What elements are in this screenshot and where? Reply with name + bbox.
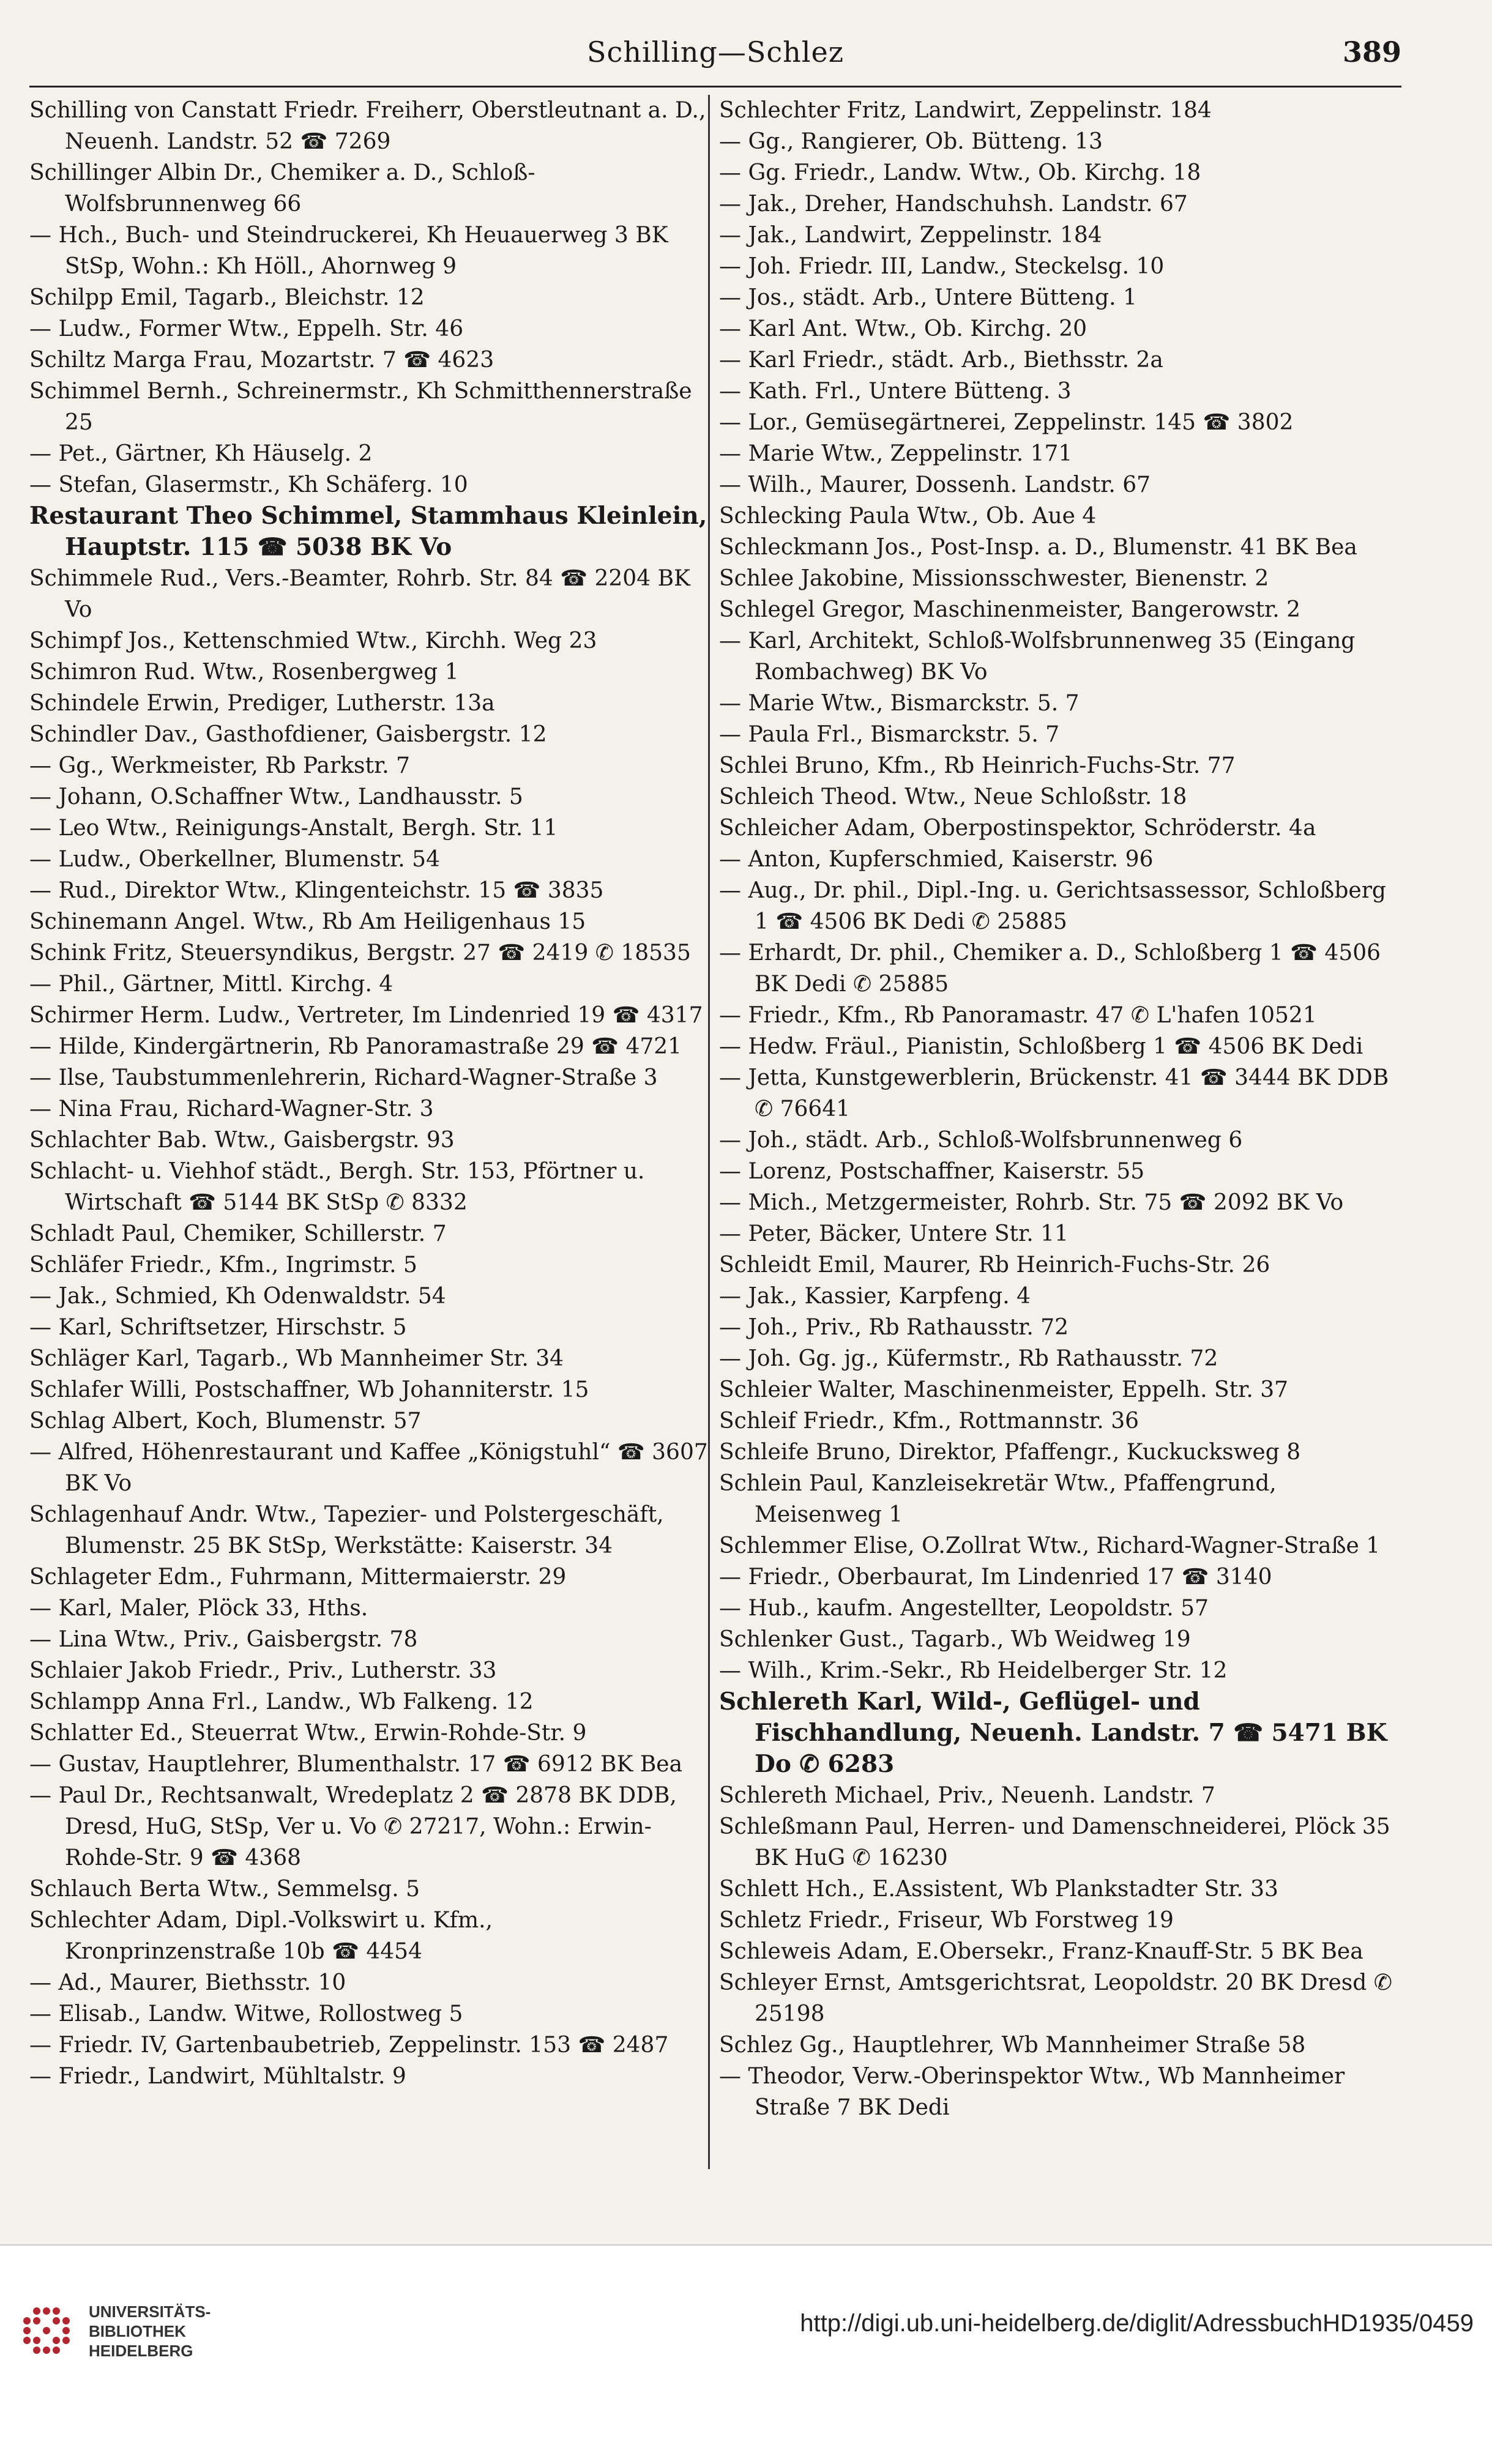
logo-dot: [33, 2307, 40, 2315]
directory-entry: Schleif Friedr., Kfm., Rottmannstr. 36: [719, 1409, 1140, 1434]
logo-dot: [53, 2347, 60, 2354]
directory-entry: — Marie Wtw., Bismarckstr. 5. 7: [719, 691, 1080, 716]
logo-dot: [23, 2337, 31, 2344]
left-column: [29, 95, 709, 2092]
directory-entry: Schlechter Adam, Dipl.-Volkswirt u. Kfm., Kronprinzenstraße 10b ☎ 4454: [29, 1908, 493, 1964]
footer: [0, 2244, 1492, 2464]
directory-entry: — Gg., Werkmeister, Rb Parkstr. 7: [29, 753, 410, 778]
directory-entry: — Peter, Bäcker, Untere Str. 11: [719, 1221, 1069, 1246]
logo-dot: [43, 2307, 50, 2315]
directory-entry: — Kath. Frl., Untere Bütteng. 3: [719, 379, 1072, 404]
directory-entry: Schlenker Gust., Tagarb., Wb Weidweg 19: [719, 1627, 1191, 1652]
directory-entry: Schlei Bruno, Kfm., Rb Heinrich-Fuchs-Str. 77: [719, 753, 1236, 778]
directory-entry: — Aug., Dr. phil., Dipl.-Ing. u. Gerichtsassessor, Schloßberg 1 ☎ 4506 BK Dedi ✆ 25885: [719, 878, 1386, 934]
directory-entry: — Paula Frl., Bismarckstr. 5. 7: [719, 722, 1060, 747]
header-rule: [29, 86, 1401, 87]
page-title: Schilling—Schlez: [587, 35, 844, 69]
logo-dot: [62, 2327, 70, 2334]
directory-entry: Schlegel Gregor, Maschinenmeister, Bangerowstr. 2: [719, 597, 1301, 622]
logo-dot: [33, 2347, 40, 2354]
directory-entry: — Jos., städt. Arb., Untere Bütteng. 1: [719, 285, 1137, 310]
logo-dot: [53, 2307, 60, 2315]
directory-entry: — Friedr., Landwirt, Mühltalstr. 9: [29, 2064, 406, 2089]
library-logo-text: [89, 2302, 211, 2361]
directory-entry: — Paul Dr., Rechtsanwalt, Wredeplatz 2 ☎ 2878 BK DDB, Dresd, HuG, StSp, Ver u. Vo ✆ 27217, Wohn.: Erwin-Rohde-Str. 9 ☎ 4368: [29, 1783, 677, 1870]
directory-entry: Schleife Bruno, Direktor, Pfaffengr., Kuckucksweg 8: [719, 1440, 1301, 1465]
column-divider: [708, 95, 710, 2169]
directory-entry: Schlechter Fritz, Landwirt, Zeppelinstr. 184: [719, 98, 1212, 123]
directory-entry: — Jak., Schmied, Kh Odenwaldstr. 54: [29, 1284, 446, 1309]
directory-entry: Schindler Dav., Gasthofdiener, Gaisbergstr. 12: [29, 722, 547, 747]
directory-entry: Schlein Paul, Kanzleisekretär Wtw., Pfaffengrund, Meisenweg 1: [719, 1471, 1277, 1527]
directory-entry: — Ad., Maurer, Biethsstr. 10: [29, 1970, 346, 1995]
directory-entry: Schlereth Michael, Priv., Neuenh. Landstr. 7: [719, 1783, 1215, 1808]
directory-entry: — Ilse, Taubstummenlehrerin, Richard-Wagner-Straße 3: [29, 1065, 658, 1090]
directory-entry: Schlageter Edm., Fuhrmann, Mittermaierstr. 29: [29, 1565, 567, 1590]
logo-dot: [23, 2317, 31, 2324]
directory-entry: — Karl Friedr., städt. Arb., Biethsstr. 2a: [719, 348, 1163, 373]
directory-entry: Schlett Hch., E.Assistent, Wb Plankstadter Str. 33: [719, 1877, 1278, 1902]
directory-entry: — Karl Ant. Wtw., Ob. Kirchg. 20: [719, 316, 1087, 341]
directory-entry: Schilling von Canstatt Friedr. Freiherr, Oberstleutnant a. D., Neuenh. Landstr. 52 ☎ 7269: [29, 98, 706, 154]
directory-entry: Restaurant Theo Schimmel, Stammhaus Kleinlein, Hauptstr. 115 ☎ 5038 BK Vo: [29, 502, 707, 561]
directory-entry: Schlafer Willi, Postschaffner, Wb Johanniterstr. 15: [29, 1377, 589, 1402]
directory-entry: — Rud., Direktor Wtw., Klingenteichstr. 15 ☎ 3835: [29, 878, 604, 903]
directory-entry: — Friedr., Kfm., Rb Panoramastr. 47 ✆ L'hafen 10521: [719, 1003, 1317, 1028]
directory-entry: — Jak., Dreher, Handschuhsh. Landstr. 67: [719, 192, 1188, 217]
directory-entry: — Friedr. IV, Gartenbaubetrieb, Zeppelinstr. 153 ☎ 2487: [29, 2033, 669, 2058]
directory-entry: Schlampp Anna Frl., Landw., Wb Falkeng. 12: [29, 1689, 534, 1714]
directory-entry: Schimmel Bernh., Schreinermstr., Kh Schmitthennerstraße 25: [29, 379, 692, 435]
directory-entry: — Karl, Maler, Plöck 33, Hths.: [29, 1596, 368, 1621]
logo-dot: [53, 2337, 60, 2344]
logo-dot: [23, 2327, 31, 2334]
directory-entry: Schletz Friedr., Friseur, Wb Forstweg 19: [719, 1908, 1174, 1933]
directory-entry: — Marie Wtw., Zeppelinstr. 171: [719, 441, 1073, 466]
directory-entry: — Gg. Friedr., Landw. Wtw., Ob. Kirchg. 18: [719, 160, 1201, 185]
library-logo-icon: [20, 2304, 75, 2359]
directory-entry: Schleidt Emil, Maurer, Rb Heinrich-Fuchs-Str. 26: [719, 1252, 1270, 1278]
directory-entry: — Joh., städt. Arb., Schloß-Wolfsbrunnenweg 6: [719, 1128, 1243, 1153]
directory-entry: Schilpp Emil, Tagarb., Bleichstr. 12: [29, 285, 425, 310]
right-column: [719, 95, 1398, 2123]
directory-entry: Schlemmer Elise, O.Zollrat Wtw., Richard-Wagner-Straße 1: [719, 1533, 1381, 1558]
directory-entry: Schimron Rud. Wtw., Rosenbergweg 1: [29, 660, 459, 685]
directory-entry: — Gg., Rangierer, Ob. Bütteng. 13: [719, 129, 1103, 154]
directory-entry: Schindele Erwin, Prediger, Lutherstr. 13a: [29, 691, 495, 716]
directory-entry: — Erhardt, Dr. phil., Chemiker a. D., Schloßberg 1 ☎ 4506 BK Dedi ✆ 25885: [719, 940, 1381, 997]
directory-entry: Schleckmann Jos., Post-Insp. a. D., Blumenstr. 41 BK Bea: [719, 535, 1357, 560]
directory-entry: — Friedr., Oberbaurat, Im Lindenried 17 ☎ 3140: [719, 1565, 1272, 1590]
directory-entry: Schleweis Adam, E.Obersekr., Franz-Knauff-Str. 5 BK Bea: [719, 1939, 1363, 1964]
logo-line: BIBLIOTHEK: [89, 2322, 186, 2340]
directory-entry: — Ludw., Former Wtw., Eppelh. Str. 46: [29, 316, 464, 341]
directory-entry: — Gustav, Hauptlehrer, Blumenthalstr. 17 ☎ 6912 BK Bea: [29, 1752, 683, 1777]
logo-dot: [43, 2327, 50, 2334]
directory-entry: — Leo Wtw., Reinigungs-Anstalt, Bergh. Str. 11: [29, 816, 558, 841]
directory-entry: Schiltz Marga Frau, Mozartstr. 7 ☎ 4623: [29, 348, 494, 373]
directory-entry: Schleßmann Paul, Herren- und Damenschneiderei, Plöck 35 BK HuG ✆ 16230: [719, 1814, 1390, 1870]
directory-entry: — Joh. Friedr. III, Landw., Steckelsg. 10: [719, 254, 1165, 279]
directory-entry: — Pet., Gärtner, Kh Häuselg. 2: [29, 441, 373, 466]
directory-entry: — Jak., Landwirt, Zeppelinstr. 184: [719, 223, 1102, 248]
directory-entry: Schlag Albert, Koch, Blumenstr. 57: [29, 1409, 422, 1434]
directory-entry: Schlereth Karl, Wild-, Geflügel- und Fischhandlung, Neuenh. Landstr. 7 ☎ 5471 BK Do ✆ 6283: [719, 1688, 1387, 1778]
directory-entry: — Karl, Architekt, Schloß-Wolfsbrunnenweg 35 (Eingang Rombachweg) BK Vo: [719, 628, 1356, 685]
directory-entry: — Karl, Schriftsetzer, Hirschstr. 5: [29, 1315, 407, 1340]
directory-entry: — Hch., Buch- und Steindruckerei, Kh Heuauerweg 3 BK StSp, Wohn.: Kh Höll., Ahornweg 9: [29, 223, 668, 279]
logo-line: HEIDELBERG: [89, 2342, 193, 2360]
directory-entry: — Joh., Priv., Rb Rathausstr. 72: [719, 1315, 1069, 1340]
directory-entry: Schillinger Albin Dr., Chemiker a. D., Schloß-Wolfsbrunnenweg 66: [29, 160, 535, 217]
directory-entry: — Johann, O.Schaffner Wtw., Landhausstr. 5: [29, 784, 523, 810]
directory-entry: — Phil., Gärtner, Mittl. Kirchg. 4: [29, 972, 394, 997]
directory-entry: — Jetta, Kunstgewerblerin, Brückenstr. 41 ☎ 3444 BK DDB ✆ 76641: [719, 1065, 1389, 1122]
directory-entry: — Lor., Gemüsegärtnerei, Zeppelinstr. 145 ☎ 3802: [719, 410, 1294, 435]
page-number: 389: [1342, 35, 1401, 69]
directory-entry: Schläfer Friedr., Kfm., Ingrimstr. 5: [29, 1252, 417, 1278]
logo-dot: [33, 2317, 40, 2324]
directory-entry: Schläger Karl, Tagarb., Wb Mannheimer Str. 34: [29, 1346, 564, 1371]
directory-entry: Schlez Gg., Hauptlehrer, Wb Mannheimer Straße 58: [719, 2033, 1306, 2058]
directory-entry: — Hub., kaufm. Angestellter, Leopoldstr. 57: [719, 1596, 1209, 1621]
directory-entry: Schleicher Adam, Oberpostinspektor, Schröderstr. 4a: [719, 816, 1316, 841]
directory-entry: — Lorenz, Postschaffner, Kaiserstr. 55: [719, 1159, 1145, 1184]
directory-entry: Schladt Paul, Chemiker, Schillerstr. 7: [29, 1221, 447, 1246]
directory-entry: Schinemann Angel. Wtw., Rb Am Heiligenhaus 15: [29, 909, 586, 934]
directory-entry: Schlagenhauf Andr. Wtw., Tapezier- und Polstergeschäft, Blumenstr. 25 BK StSp, Werkstätte: Kaiserstr. 34: [29, 1502, 664, 1558]
directory-entry: Schlee Jakobine, Missionsschwester, Bienenstr. 2: [719, 566, 1269, 591]
logo-dot: [43, 2347, 50, 2354]
directory-entry: — Jak., Kassier, Karpfeng. 4: [719, 1284, 1031, 1309]
directory-entry: Schlauch Berta Wtw., Semmelsg. 5: [29, 1877, 420, 1902]
directory-entry: — Mich., Metzgermeister, Rohrb. Str. 75 ☎ 2092 BK Vo: [719, 1190, 1344, 1215]
directory-entry: Schlacht- u. Viehhof städt., Bergh. Str. 153, Pförtner u. Wirtschaft ☎ 5144 BK StSp ✆ 8332: [29, 1159, 645, 1215]
directory-entry: Schleyer Ernst, Amtsgerichtsrat, Leopoldstr. 20 BK Dresd ✆ 25198: [719, 1970, 1392, 2027]
directory-entry: — Wilh., Krim.-Sekr., Rb Heidelberger Str. 12: [719, 1658, 1228, 1683]
logo-dot: [53, 2317, 60, 2324]
directory-entry: — Hedw. Fräul., Pianistin, Schloßberg 1 ☎ 4506 BK Dedi: [719, 1034, 1363, 1059]
directory-entry: — Anton, Kupferschmied, Kaiserstr. 96: [719, 847, 1154, 872]
directory-entry: — Elisab., Landw. Witwe, Rollostweg 5: [29, 2001, 463, 2027]
directory-entry: — Lina Wtw., Priv., Gaisbergstr. 78: [29, 1627, 418, 1652]
logo-dot: [33, 2337, 40, 2344]
directory-entry: Schleier Walter, Maschinenmeister, Eppelh. Str. 37: [719, 1377, 1289, 1402]
logo-dot: [62, 2337, 70, 2344]
directory-entry: Schimmele Rud., Vers.-Beamter, Rohrb. Str. 84 ☎ 2204 BK Vo: [29, 566, 690, 622]
directory-entry: Schink Fritz, Steuersyndikus, Bergstr. 27 ☎ 2419 ✆ 18535: [29, 940, 691, 966]
page-header: [29, 31, 1401, 80]
directory-entry: — Alfred, Höhenrestaurant und Kaffee „Königstuhl“ ☎ 3607 BK Vo: [29, 1440, 708, 1496]
directory-entry: Schlaier Jakob Friedr., Priv., Lutherstr. 33: [29, 1658, 497, 1683]
source-url-link[interactable]: http://digi.ub.uni-heidelberg.de/diglit/AdressbuchHD1935/0459: [800, 2310, 1474, 2337]
directory-entry: — Joh. Gg. jg., Küfermstr., Rb Rathausstr. 72: [719, 1346, 1218, 1371]
directory-entry: Schleich Theod. Wtw., Neue Schloßstr. 18: [719, 784, 1187, 810]
logo-line: UNIVERSITÄTS-: [89, 2302, 211, 2321]
directory-entry: — Ludw., Oberkellner, Blumenstr. 54: [29, 847, 440, 872]
directory-entry: — Theodor, Verw.-Oberinspektor Wtw., Wb Mannheimer Straße 7 BK Dedi: [719, 2064, 1345, 2120]
directory-entry: — Nina Frau, Richard-Wagner-Str. 3: [29, 1096, 434, 1122]
directory-entry: — Stefan, Glasermstr., Kh Schäferg. 10: [29, 472, 468, 497]
directory-entry: — Wilh., Maurer, Dossenh. Landstr. 67: [719, 472, 1151, 497]
directory-entry: Schirmer Herm. Ludw., Vertreter, Im Lindenried 19 ☎ 4317: [29, 1003, 703, 1028]
directory-entry: Schimpf Jos., Kettenschmied Wtw., Kirchh. Weg 23: [29, 628, 597, 653]
directory-entry: Schlatter Ed., Steuerrat Wtw., Erwin-Rohde-Str. 9: [29, 1721, 587, 1746]
logo-dot: [62, 2317, 70, 2324]
directory-entry: Schlecking Paula Wtw., Ob. Aue 4: [719, 504, 1097, 529]
directory-entry: — Hilde, Kindergärtnerin, Rb Panoramastraße 29 ☎ 4721: [29, 1034, 682, 1059]
directory-entry: Schlachter Bab. Wtw., Gaisbergstr. 93: [29, 1128, 455, 1153]
